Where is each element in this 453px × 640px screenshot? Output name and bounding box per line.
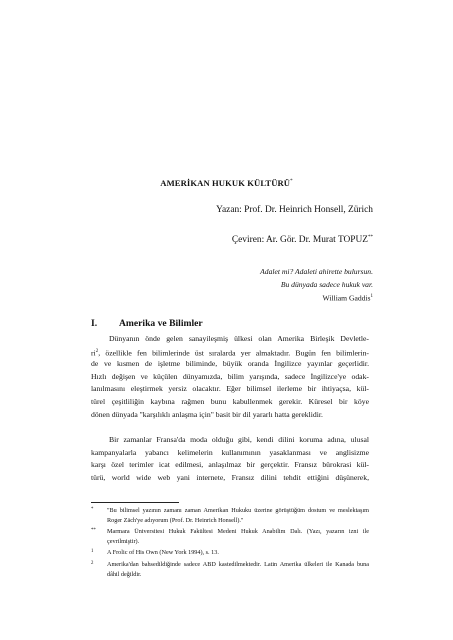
paragraph-line: lanılmasını eleştirmek yersiz olacaktır. Eğer bilimsel ilerleme bir ihtiyaçsa, kül-: [91, 384, 369, 394]
footnotes: [91, 506, 369, 579]
footnote-mark: **: [91, 528, 96, 534]
paragraph-line: türel çeşitliliğin kaybına rağmen bunu kabullenmek gerekir. Küresel bir köye: [91, 396, 369, 406]
paragraph-line: de ve kısmen de işletme biliminde, büyük oranda İngilizce yayınlar geçerlidir.: [91, 359, 369, 369]
translator-footnote-mark: **: [368, 235, 373, 240]
paragraph-line: Dünyanın önde gelen sanayileşmiş ülkesi olan Amerika Birleşik Devletle-: [109, 334, 369, 343]
paragraph-text: ri: [91, 348, 96, 358]
footnote-mark: 2: [91, 560, 94, 566]
footnote-mark: *: [91, 507, 94, 512]
footnote: [91, 560, 369, 579]
paragraph-2: [91, 434, 369, 484]
footnote-text: A Frolic of His Own (New York 1994), s. 13.: [107, 549, 219, 557]
paragraph-line: dönen dünyada "karşılıklı anlaşma için" basit bir dil yararlı hatta gereklidir.: [91, 409, 323, 419]
author-line: Yazan: Prof. Dr. Heinrich Honsell, Zürich: [216, 205, 373, 215]
section-number: I.: [91, 318, 98, 329]
paragraph-line: Bir zamanlar Fransa'da moda olduğu gibi, kendi dilini koruma adına, ulusal: [109, 435, 369, 444]
paragraph-line: türü, world wide web yani internete, Fransız dilini tehdit ettiğini düşünerek,: [91, 472, 369, 482]
footnote: [91, 548, 369, 558]
translator-line: [232, 235, 373, 245]
paragraph-text: , özellikle fen bilimlerinde üst sıralarda yer almaktadır. Bugün fen bilimlerin-: [98, 348, 369, 358]
footnote-text: "Bu bilimsel yazının zamanı zaman Amerikan Hukuku üzerine görüştüğüm dostum ve meslektaşım Roger Zäch'ye adıyorum (Prof. Dr. Heinrich Honsell).": [107, 507, 369, 524]
footnote-mark: 1: [91, 549, 94, 555]
epigraph-line-2: Bu dünyada sadece hukuk var.: [280, 279, 373, 289]
paragraph-1: [91, 333, 369, 421]
footnote-text: Marmara Üniversitesi Hukuk Fakültesi Medeni Hukuk Anabilim Dalı. (Yazı, yazarın izni ile çevrilmiştir).: [107, 528, 369, 545]
footnote-separator: [91, 502, 179, 503]
section-heading: [91, 318, 203, 329]
translator-text: Çeviren: Ar. Gör. Dr. Murat TOPUZ: [231, 235, 368, 246]
article-title: [0, 178, 453, 188]
epigraph-footnote-mark: 1: [370, 294, 373, 299]
paragraph-line: kampanyalarla yabancı kelimelerin kullanımının yasaklanması ve anglisizme: [91, 447, 369, 457]
footnote: [91, 506, 369, 525]
epigraph-source: [173, 291, 373, 305]
footnote: [91, 527, 369, 546]
article-title-text: AMERİKAN HUKUK KÜLTÜRÜ: [160, 178, 291, 188]
epigraph-line-1: Adalet mi? Adaleti ahirette bulursun.: [260, 267, 373, 276]
epigraph-source-name: William Gaddis: [322, 293, 371, 303]
footnote-ref-2: 2: [95, 348, 99, 354]
epigraph: [173, 266, 373, 305]
paragraph-line: [91, 346, 369, 359]
section-title: Amerika ve Bilimler: [119, 318, 203, 329]
title-footnote-mark: *: [290, 179, 293, 185]
footnote-text: Amerika'dan bahsedildiğinde sadece ABD kastedilmektedir. Latin Amerika ülkeleri ile Kanada buna dâhil değildir.: [107, 560, 369, 578]
paragraph-line: Hızlı değişen ve küçülen dünyamızda, bilim yarışında, sadece İngilizce'ye odak-: [91, 371, 369, 381]
paragraph-line: karşı özel terimler icat edilmesi, anlaşılmaz bir gerçektir. Fransız bürokrasi kül-: [91, 460, 369, 470]
